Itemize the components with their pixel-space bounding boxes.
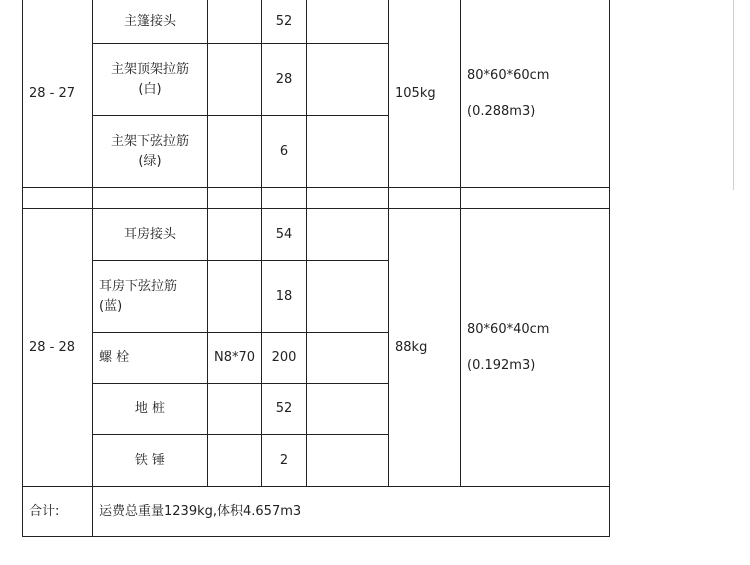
blank-cell	[306, 260, 388, 332]
item-qty: 200	[271, 350, 297, 365]
spacer-cell	[207, 187, 261, 208]
total-summary: 运费总重量1239kg,体积4.657m3	[99, 503, 302, 519]
page-edge-line	[733, 0, 734, 190]
item-name-cell	[92, 260, 207, 332]
item-qty: 18	[275, 288, 293, 304]
item-spec-cell	[207, 115, 261, 187]
item-name: 主篷接头	[123, 13, 176, 29]
total-label: 合计:	[29, 503, 60, 519]
spacer-cell	[22, 187, 92, 208]
size-cell	[460, 0, 609, 187]
blank-cell	[306, 115, 388, 187]
item-name-cell	[92, 43, 207, 115]
dimensions-value: 80*60*60cm	[467, 67, 550, 83]
item-spec-cell	[207, 332, 261, 383]
item-spec-cell	[207, 434, 261, 486]
item-name: 螺 栓	[99, 350, 130, 365]
item-name-cell	[92, 115, 207, 187]
group-cell-28-28	[22, 208, 92, 486]
spacer-cell	[92, 187, 207, 208]
volume-value: (0.192m3)	[467, 357, 536, 373]
item-name-cell	[92, 383, 207, 434]
item-qty: 28	[275, 71, 293, 87]
item-spec: N8*70	[213, 350, 256, 365]
spacer-cell	[388, 187, 460, 208]
item-qty-cell	[261, 260, 306, 332]
item-name: 主架下弦拉筋	[110, 133, 189, 149]
item-spec-cell	[207, 208, 261, 260]
item-name: 耳房下弦拉筋	[99, 278, 178, 294]
blank-cell	[306, 434, 388, 486]
item-qty: 2	[279, 452, 289, 468]
item-qty-cell	[261, 208, 306, 260]
dimensions-value: 80*60*40cm	[467, 321, 550, 337]
weight-value: 105kg	[395, 85, 436, 101]
item-name-note: (绿)	[138, 153, 162, 169]
weight-value: 88kg	[395, 339, 428, 355]
item-name-cell	[92, 332, 207, 383]
packing-list-table	[22, 0, 610, 537]
item-qty: 6	[279, 143, 289, 159]
total-label-cell	[22, 486, 92, 537]
group-label: 28 - 27	[29, 85, 76, 101]
item-name: 地 桩	[134, 401, 166, 416]
item-qty-cell	[261, 0, 306, 43]
item-qty-cell	[261, 383, 306, 434]
blank-cell	[306, 332, 388, 383]
item-name-cell	[92, 208, 207, 260]
item-qty-cell	[261, 434, 306, 486]
spacer-cell	[261, 187, 306, 208]
volume-value: (0.288m3)	[467, 103, 536, 119]
size-cell	[460, 208, 609, 486]
item-spec-cell	[207, 43, 261, 115]
item-qty: 52	[275, 401, 293, 416]
item-name: 耳房接头	[123, 226, 176, 242]
blank-cell	[306, 383, 388, 434]
group-label: 28 - 28	[29, 339, 76, 355]
weight-cell	[388, 0, 460, 187]
group-cell-28-27	[22, 0, 92, 187]
blank-cell	[306, 0, 388, 43]
total-summary-cell	[92, 486, 609, 537]
spacer-cell	[460, 187, 609, 208]
item-spec-cell	[207, 383, 261, 434]
blank-cell	[306, 208, 388, 260]
item-name-note: (蓝)	[99, 298, 123, 314]
item-name-cell	[92, 0, 207, 43]
spacer-cell	[306, 187, 388, 208]
item-qty-cell	[261, 43, 306, 115]
item-spec-cell	[207, 0, 261, 43]
item-qty-cell	[261, 115, 306, 187]
weight-cell	[388, 208, 460, 486]
item-name-cell	[92, 434, 207, 486]
blank-cell	[306, 43, 388, 115]
item-spec-cell	[207, 260, 261, 332]
item-qty-cell	[261, 332, 306, 383]
item-name-note: (白)	[138, 81, 162, 97]
item-name: 铁 锤	[134, 452, 166, 468]
item-qty: 54	[275, 226, 293, 242]
item-qty: 52	[275, 13, 293, 29]
item-name: 主架顶架拉筋	[110, 61, 189, 77]
